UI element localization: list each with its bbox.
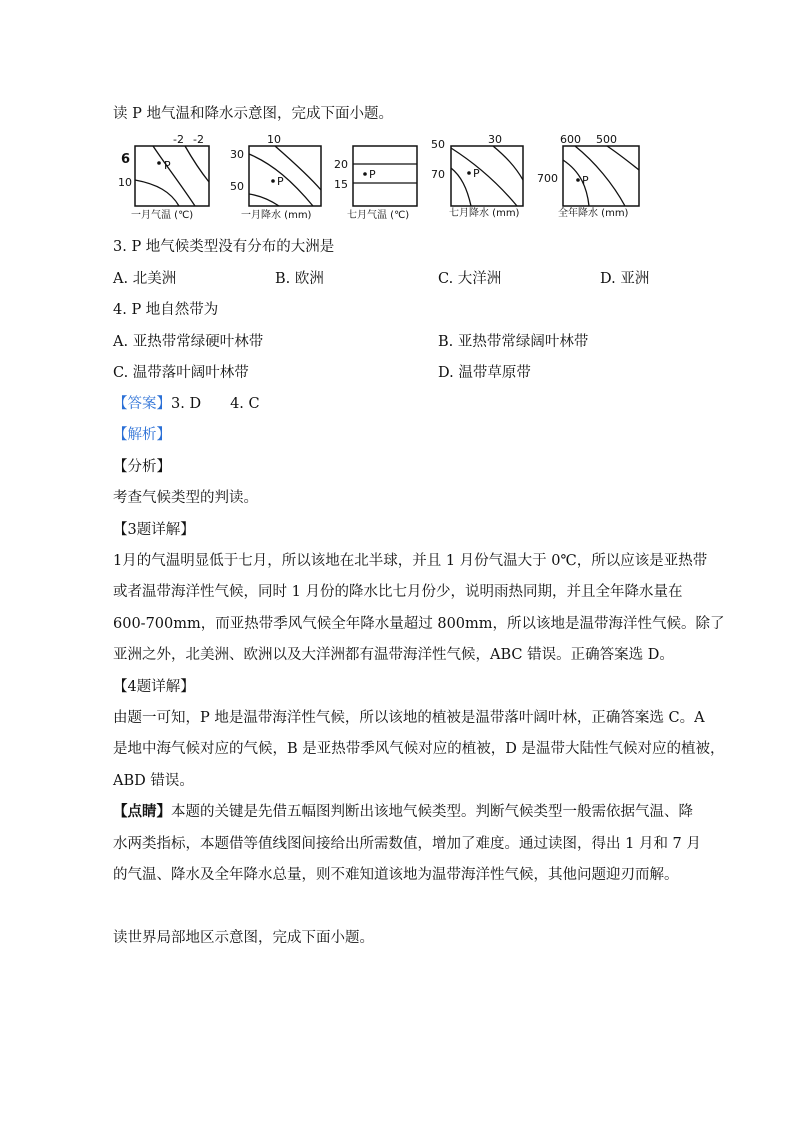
q3-detail-line-4: 亚洲之外，北美洲、欧洲以及大洋洲都有温带海洋性气候，ABC 错误。正确答案选 D。: [113, 647, 674, 663]
answer-text: 3. D 4. C: [171, 396, 260, 412]
next-intro: 读世界局部地区示意图，完成下面小题。: [113, 930, 374, 946]
q3-option-b[interactable]: B. 欧洲: [275, 271, 324, 287]
diagram-strip: [113, 132, 713, 224]
diagram1-top-label-1: -2: [173, 133, 184, 146]
diagram2-point: P: [277, 175, 284, 188]
q4-detail-line-3: ABD 错误。: [113, 773, 194, 789]
dianjing-text-1: 本题的关键是先借五幅图判断出该地气候类型。判断气候类型一般需依据气温、降: [171, 804, 693, 820]
q3-stem: 3. P 地气候类型没有分布的大洲是: [113, 239, 335, 255]
q4-option-c[interactable]: C. 温带落叶阔叶林带: [113, 365, 249, 381]
diagram2-top-label-1: 10: [267, 133, 281, 146]
diagram-jan-precip: [230, 133, 321, 221]
diagram-jul-precip: [431, 133, 523, 219]
q3-detail-line-3: 600-700mm，而亚热带季风气候全年降水量超过 800mm，所以该地是温带海洋性气候。除了: [113, 616, 725, 632]
diagram1-caption: 一月气温 (℃): [131, 210, 194, 221]
diagram1-left-label-2: 10: [118, 176, 132, 189]
q3-detail-line-2: 或者温带海洋性气候，同时 1 月份的降水比七月份少，说明雨热同期，并且全年降水量在: [113, 584, 683, 600]
diagram5-top-label-1: 600: [560, 133, 581, 146]
fenxi-tag: 【分析】: [113, 459, 171, 475]
diagram3-left-label-1: 20: [334, 158, 348, 171]
diagram4-caption: 七月降水 (mm): [449, 208, 520, 219]
q4-option-b[interactable]: B. 亚热带常绿阔叶林带: [438, 334, 589, 350]
q4-option-a[interactable]: A. 亚热带常绿硬叶林带: [113, 334, 264, 350]
diagram5-point: P: [582, 174, 589, 187]
q4-detail-line-2: 是地中海气候对应的气候，B 是亚热带季风气候对应的植被，D 是温带大陆性气候对应的植被，: [113, 741, 725, 757]
dianjing-tag: 【点睛】: [113, 803, 171, 820]
diagram-jan-temp: [118, 133, 209, 221]
diagram4-top-label-2: 30: [488, 133, 502, 146]
diagram3-caption: 七月气温 (℃): [347, 210, 410, 221]
intro-text: 读 P 地气温和降水示意图，完成下面小题。: [113, 106, 393, 122]
answer-line: [113, 394, 260, 414]
diagram2-caption: 一月降水 (mm): [241, 210, 312, 221]
diagram2-left-label-2: 50: [230, 180, 244, 193]
q3-option-d[interactable]: D. 亚洲: [600, 271, 650, 287]
diagram3-left-label-2: 15: [334, 178, 348, 191]
q3-detail-line-1: 1月的气温明显低于七月，所以该地在北半球，并且 1 月份气温大于 0℃，所以应该是亚热带: [113, 553, 708, 569]
diagram5-caption: 全年降水 (mm): [558, 208, 629, 219]
climate-diagrams: [113, 132, 673, 224]
diagram4-point: P: [473, 167, 480, 180]
diagram-annual-precip: [537, 133, 639, 219]
diagram4-left-label-1: 70: [431, 168, 445, 181]
q3-option-c[interactable]: C. 大洋洲: [438, 271, 502, 287]
q4-detail-tag: 【4题详解】: [113, 679, 195, 695]
q4-stem: 4. P 地自然带为: [113, 302, 219, 318]
dianjing-line-1: [113, 802, 693, 822]
diagram3-point: P: [369, 168, 376, 181]
analysis-tag: 【解析】: [113, 427, 171, 443]
diagram5-left-label-1: 700: [537, 172, 558, 185]
q4-detail-line-1: 由题一可知，P 地是温带海洋性气候，所以该地的植被是温带落叶阔叶林，正确答案选 C。A: [113, 710, 705, 726]
q3-option-a[interactable]: A. 北美洲: [113, 271, 177, 287]
q3-detail-tag: 【3题详解】: [113, 522, 195, 538]
fenxi-text: 考查气候类型的判读。: [113, 490, 258, 506]
diagram1-left-label-1: 6: [121, 152, 131, 167]
diagram1-point: P: [164, 159, 171, 172]
diagram4-top-label-1: 50: [431, 138, 445, 151]
dianjing-line-2: 水两类指标，本题借等值线图间接给出所需数值，增加了难度。通过读图，得出 1 月和 7 月: [113, 836, 701, 852]
diagram2-left-label-1: 30: [230, 148, 244, 161]
diagram5-top-label-2: 500: [596, 133, 617, 146]
diagram1-top-label-2: -2: [193, 133, 204, 146]
dianjing-line-3: 的气温、降水及全年降水总量，则不难知道该地为温带海洋性气候，其他问题迎刃而解。: [113, 867, 679, 883]
answer-tag: 【答案】: [113, 396, 171, 412]
q4-option-d[interactable]: D. 温带草原带: [438, 365, 531, 381]
diagram-jul-temp: [334, 146, 417, 221]
